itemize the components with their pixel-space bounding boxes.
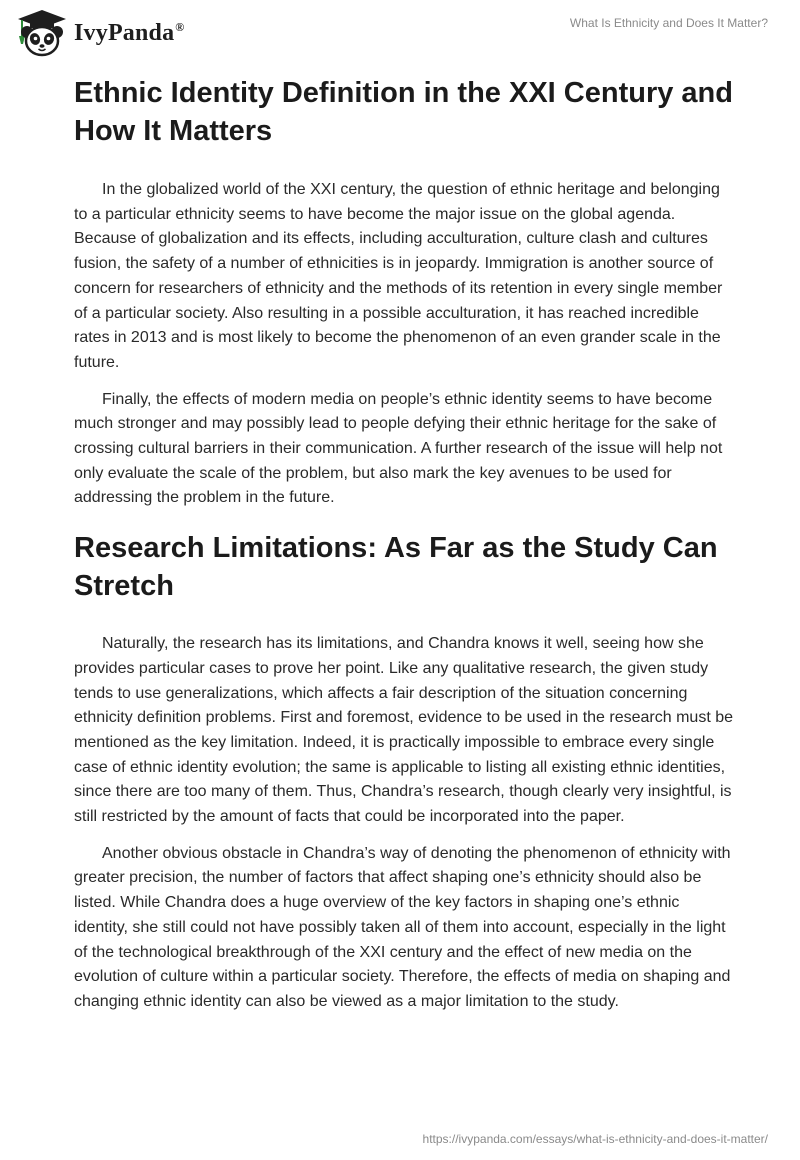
paragraph: In the globalized world of the XXI century, the question of ethnic heritage and belonging to a particular ethnicity seems to have become the major issue on the global agenda. Because of globalization and its effects, including acculturation, culture clash and cultures fusion, the safety of a number of ethnicities is in jeopardy. Immigration is another source of concern for researchers of ethnicity and the methods of its retention in every single member of a particular society. Also resulting in a possible acculturation, it has reached incredible rates in 2013 and is most likely to become the phenomenon of an even grander scale in the future. <box>74 181 723 371</box>
registered-mark: ® <box>175 19 185 34</box>
source-url[interactable]: https://ivypanda.com/essays/what-is-ethnicity-and-does-it-matter/ <box>422 1132 768 1146</box>
document-title: What Is Ethnicity and Does It Matter? <box>569 16 768 30</box>
section-heading: Research Limitations: As Far as the Study Can Stretch <box>74 532 718 603</box>
section-heading: Ethnic Identity Definition in the XXI Century and How It Matters <box>74 77 733 147</box>
ivypanda-logo[interactable] <box>14 8 184 58</box>
panda-graduate-icon <box>14 8 70 58</box>
page-header <box>0 0 800 70</box>
brand-name <box>74 20 184 47</box>
paragraph: Naturally, the research has its limitations, and Chandra knows it well, seeing how she provides particular cases to prove her point. Like any qualitative research, the given study tends to use generalizations, which affects a fair description of the situation concerning ethnicity definition problems. First and foremost, evidence to be used in the research must be mentioned as the key limitation. Indeed, it is practically impossible to embrace every single case of ethnic identity evolution; the same is applicable to listing all existing ethnic identities, since there are too many of them. Thus, Chandra’s research, though clearly very insightful, is still restricted by the amount of facts that could be incorporated into the paper. <box>74 635 734 826</box>
paragraph: Another obvious obstacle in Chandra’s way of denoting the phenomenon of ethnicity with greater precision, the number of factors that affect shaping one’s ethnicity should also be listed. While Chandra does a huge overview of the key factors in shaping one’s ethnic identity, she still could not have possibly taken all of them into account, especially in the light of the technological breakthrough of the XXI century and the effect of new media on the evolution of culture within a particular society. Therefore, the effects of media on shaping and changing ethnic identity can also be viewed as a major limitation to the study. <box>74 844 731 1010</box>
paragraph: Finally, the effects of modern media on people’s ethnic identity seems to have become much stronger and may possibly lead to people defying their ethnic heritage for the sake of crossing cultural barriers in their communication. A further research of the issue will help not only evaluate the scale of the problem, but also mark the key avenues to be used for addressing the problem in the future. <box>74 390 723 507</box>
article-body <box>74 70 734 1027</box>
brand-text: IvyPanda <box>74 19 175 46</box>
